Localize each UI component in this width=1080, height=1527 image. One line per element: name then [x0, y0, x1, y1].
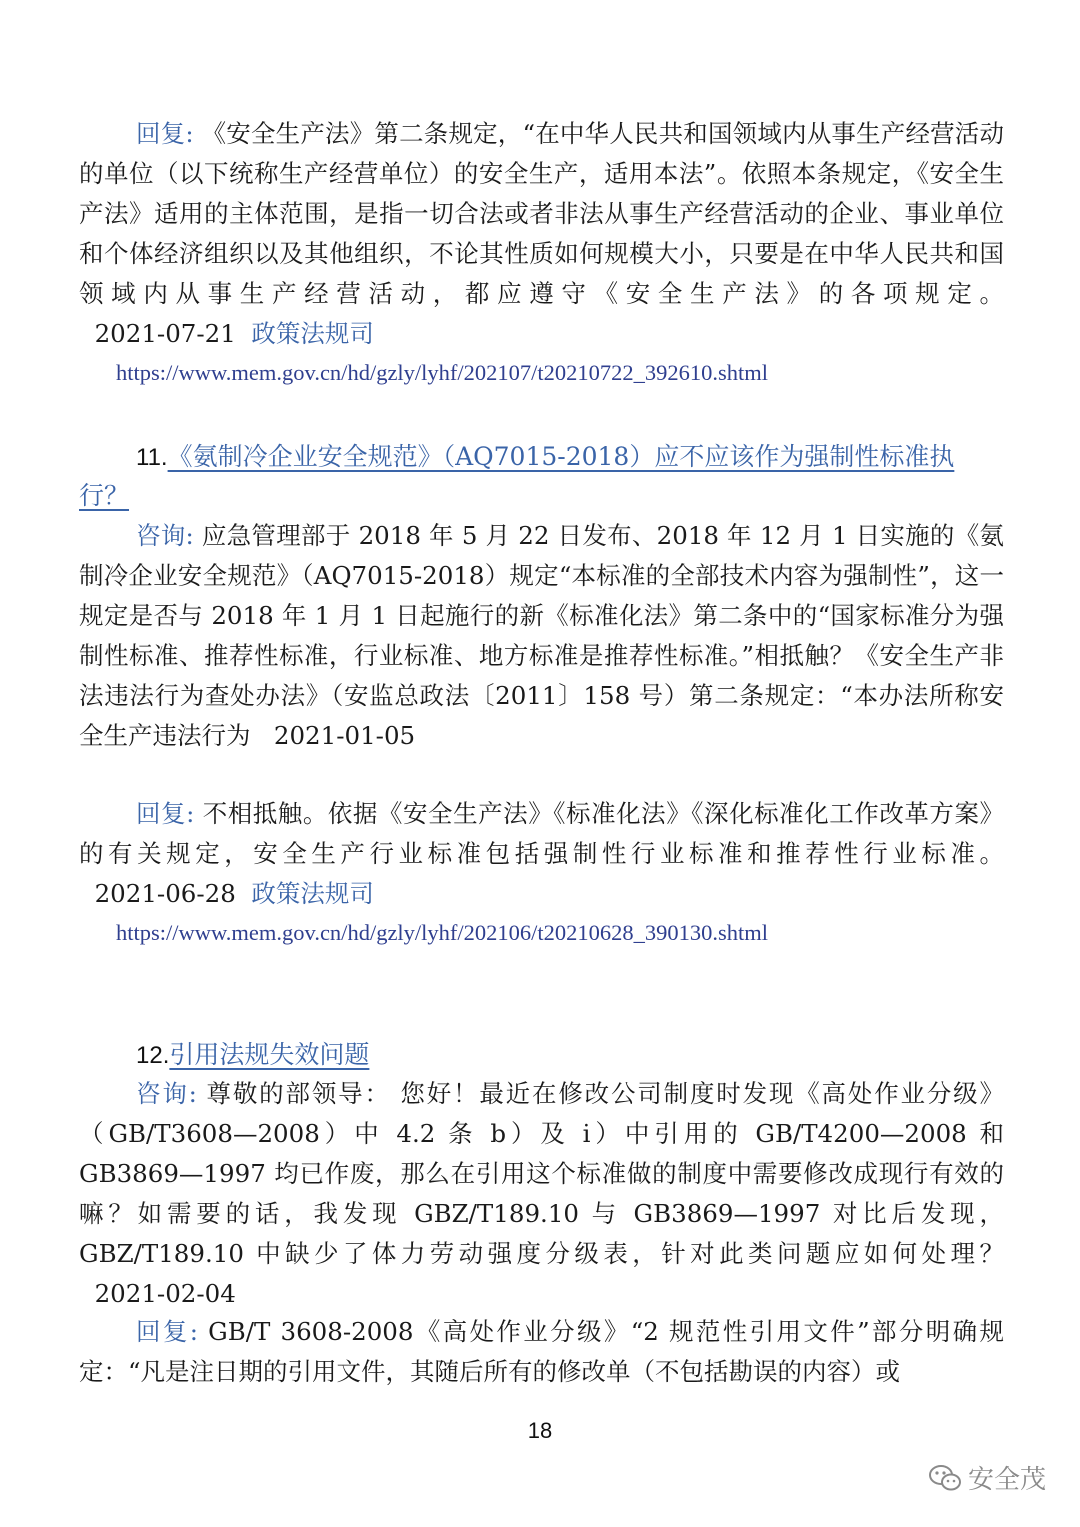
- question-title-link[interactable]: 引用法规失效问题: [169, 1040, 370, 1069]
- reply-date: 2021-06-28: [94, 879, 236, 908]
- reply-label: 回复:: [136, 799, 195, 828]
- reply-paragraph-11: [79, 794, 1004, 914]
- source-link-11[interactable]: https://www.mem.gov.cn/hd/gzly/lyhf/202106/t20210628_390130.shtml: [116, 920, 769, 945]
- reply-date: 2021-07-21: [94, 319, 236, 348]
- reply-label: 回复:: [136, 1317, 198, 1346]
- consult-date: 2021-02-04: [94, 1279, 236, 1308]
- reply-paragraph-12: [79, 1312, 1004, 1392]
- question-number: 12.: [136, 1042, 170, 1069]
- source-link-1[interactable]: https://www.mem.gov.cn/hd/gzly/lyhf/202107/t20210722_392610.shtml: [116, 360, 769, 385]
- watermark: [928, 1459, 1046, 1496]
- department-name: 政策法规司: [251, 319, 374, 348]
- reply-text: 《安全生产法》第二条规定，“在中华人民共和国领域内从事生产经营活动的单位（以下统称生产经营单位）的安全生产，适用本法”。依照本条规定，《安全生产法》适用的主体范围，是指一切合法或者非法从事生产经营活动的企业、事业单位和个体经济组织以及其他组织，不论其性质如何规模大小，只要是在中华人民共和国领域内从事生产经营活动，都应遵守《安全生产法》的各项规定。: [79, 119, 1004, 308]
- consult-label: 咨询:: [136, 1079, 197, 1108]
- consult-text: 应急管理部于 2018 年 5 月 22 日发布、2018 年 12 月 1 日实施的《氨制冷企业安全规范》（AQ7015-2018）规定“本标准的全部技术内容为强制性”，这一规定是否与 2018 年 1 月 1 日起施行的新《标准化法》第二条中的“国家标准分为强制性标准、推荐性标准，行业标准、地方标准是推荐性标准。”相抵触？《安全生产非法违法行为查处办法》（安监总政法〔2011〕158 号）第二条规定：“本办法所称安全生产违法行为: [79, 521, 1004, 750]
- department-name: 政策法规司: [251, 879, 374, 908]
- reply-text: GB/T 3608-2008《高处作业分级》“2 规范性引用文件”部分明确规定：“凡是注日期的引用文件，其随后所有的修改单（不包括勘误的内容）或: [79, 1317, 1004, 1386]
- reply-paragraph-1: [79, 114, 1004, 354]
- question-title-link[interactable]: 《氨制冷企业安全规范》（AQ7015-2018）应不应该作为强制性标准执行？: [79, 442, 955, 510]
- consult-date: 2021-01-05: [273, 721, 416, 750]
- consult-label: 咨询:: [136, 521, 194, 550]
- watermark-text: 安全茂: [967, 1465, 1046, 1495]
- page-number: 18: [527, 1418, 553, 1443]
- question-heading-12: [79, 1036, 1004, 1075]
- wechat-icon: [928, 1464, 962, 1492]
- consult-text: 尊敬的部领导： 您好！最近在修改公司制度时发现《高处作业分级》（GB/T3608—2008）中 4.2 条 b）及 i）中引用的 GB/T4200—2008 和 GB3869—1997 均已作废，那么在引用这个标准做的制度中需要修改成现行有效的嘛？如需要的话，我发现 GBZ/T189.10 与 GB3869—1997 对比后发现，GBZ/T189.10 中缺少了体力劳动强度分级表，针对此类问题应如何处理？: [79, 1079, 1004, 1268]
- reply-label: 回复:: [136, 119, 194, 148]
- question-number: 11.: [136, 444, 168, 471]
- question-heading-11: [79, 438, 1004, 515]
- reply-text: 不相抵触。依据《安全生产法》《标准化法》《深化标准化工作改革方案》的有关规定，安全生产行业标准包括强制性行业标准和推荐性行业标准。: [79, 799, 1004, 868]
- consult-paragraph-12: [79, 1074, 1004, 1314]
- consult-paragraph-11: [79, 516, 1004, 756]
